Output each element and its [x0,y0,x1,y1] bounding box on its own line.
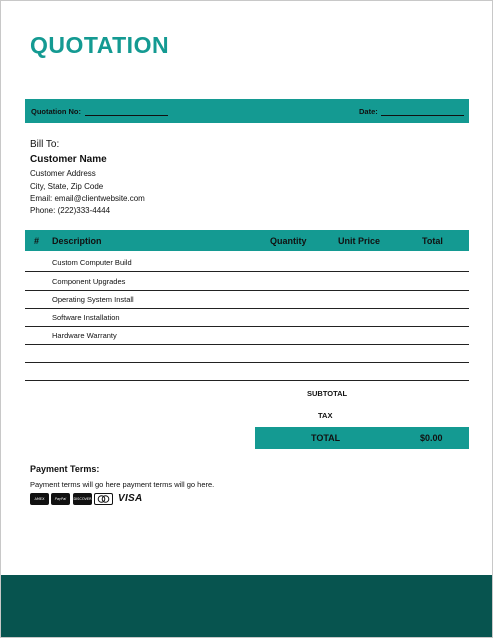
table-row [25,326,469,345]
payment-terms-text: Payment terms will go here payment terms will go here. [30,480,215,489]
visa-logo: VISA [118,493,143,504]
items-table-header [25,230,469,251]
quotation-no-label: Quotation No: [31,107,81,116]
table-row [25,272,469,291]
customer-address: Customer Address [30,169,96,178]
total-label: TOTAL [311,433,341,443]
row-description: Operating System Install [52,295,134,304]
column-quantity-header: Quantity [270,236,307,246]
subtotal-label: SUBTOTAL [307,389,348,398]
row-description: Component Upgrades [52,277,126,286]
column-total-header: Total [422,236,443,246]
table-row [25,344,469,363]
row-description: Software Installation [52,313,120,322]
customer-email: Email: email@clientwebsite.com [30,194,145,203]
document-title: QUOTATION [30,32,170,58]
table-row [25,290,469,309]
row-description: Hardware Warranty [52,331,117,340]
quotation-no-field[interactable] [85,115,168,116]
table-row [25,253,469,272]
mastercard-card-icon [94,493,113,505]
table-row [25,362,469,381]
payment-terms-title: Payment Terms: [30,464,100,474]
customer-phone: Phone: (222)333-4444 [30,206,111,215]
paypal-card-icon: PayPal [51,493,70,505]
quotation-info-bar [25,99,469,123]
column-number-header: # [34,236,40,246]
table-row [25,308,469,327]
date-label: Date: [359,107,378,116]
discover-card-icon: DISCOVER [73,493,92,505]
bill-to-label: Bill To: [30,139,60,150]
total-value: $0.00 [420,433,443,443]
column-unit-price-header: Unit Price [338,236,381,246]
row-description: Custom Computer Build [52,258,132,267]
customer-name: Customer Name [30,154,107,165]
column-description-header: Description [52,236,102,246]
total-bar [255,427,469,449]
footer-band [1,575,492,637]
date-field[interactable] [381,115,464,116]
customer-city-state-zip: City, State, Zip Code [30,182,104,191]
amex-card-icon: AMEX [30,493,49,505]
tax-label: TAX [318,411,333,420]
